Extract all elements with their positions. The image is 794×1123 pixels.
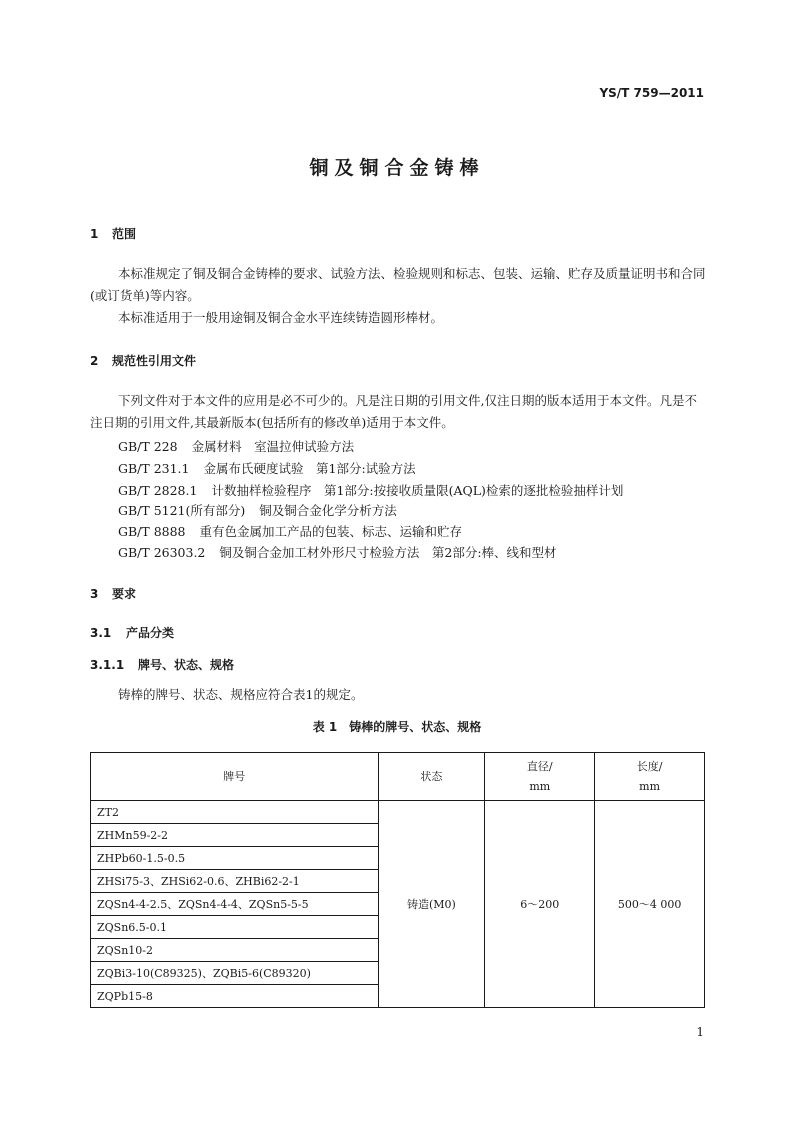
- grade-cell: ZQBi3-10(C89325)、ZQBi5-6(C89320): [91, 962, 379, 985]
- reference-item: [118, 543, 557, 561]
- table-header-row: [91, 753, 705, 801]
- column-header-length-unit: mm: [639, 779, 661, 793]
- section-1-paragraph-1: 本标准规定了铜及铜合金铸棒的要求、试验方法、检验规则和标志、包装、运输、贮存及质量证明书和合同(或订货单)等内容。: [90, 266, 706, 303]
- subsection-3-1-heading: [90, 624, 174, 641]
- subsection-number: 3.1.1: [90, 658, 125, 672]
- reference-title: 金属材料 室温拉伸试验方法: [191, 439, 355, 454]
- page-number: 1: [696, 1025, 704, 1039]
- standard-number: YS/T 759—2011: [599, 86, 704, 100]
- grade-cell: ZHPb60-1.5-0.5: [91, 847, 379, 870]
- section-title: 要求: [112, 587, 137, 601]
- grade-cell: ZQPb15-8: [91, 985, 379, 1008]
- section-1-heading: [90, 225, 136, 242]
- section-1-paragraph-2: 本标准适用于一般用途铜及铜合金水平连续铸造圆形棒材。: [118, 310, 444, 325]
- grade-state-spec-table: [90, 752, 705, 1008]
- reference-item: [118, 459, 416, 477]
- column-header-state: 状态: [378, 753, 485, 801]
- reference-title: 金属布氏硬度试验 第1部分:试验方法: [203, 461, 416, 476]
- reference-title: 铜及铜合金加工材外形尺寸检验方法 第2部分:棒、线和型材: [219, 545, 557, 560]
- grade-cell: ZQSn6.5-0.1: [91, 916, 379, 939]
- reference-code: GB/T 2828.1: [118, 483, 198, 498]
- diameter-cell: 6～200: [485, 801, 595, 1008]
- section-title: 范围: [112, 227, 137, 241]
- reference-title: 铜及铜合金化学分析方法: [259, 503, 397, 518]
- grade-cell: ZHSi75-3、ZHSi62-0.6、ZHBi62-2-1: [91, 870, 379, 893]
- column-header-diameter-unit: mm: [529, 779, 551, 793]
- reference-item: [118, 437, 354, 455]
- table-caption-number: 表 1: [312, 720, 338, 734]
- table-caption: [0, 718, 794, 735]
- table-caption-title: 铸棒的牌号、状态、规格: [349, 720, 482, 734]
- table-row: [91, 801, 705, 824]
- reference-title: 计数抽样检验程序 第1部分:按接收质量限(AQL)检索的逐批检验抽样计划: [211, 483, 624, 498]
- column-header-length: [595, 753, 705, 801]
- reference-code: GB/T 231.1: [118, 461, 190, 476]
- section-2-intro: 下列文件对于本文件的应用是必不可少的。凡是注日期的引用文件,仅注日期的版本适用于本文件。凡是不注日期的引用文件,其最新版本(包括所有的修改单)适用于本文件。: [90, 393, 697, 430]
- section-3-heading: [90, 585, 136, 602]
- column-header-length-label: 长度/: [636, 759, 663, 773]
- reference-code: GB/T 228: [118, 439, 178, 454]
- reference-title: 重有色金属加工产品的包装、标志、运输和贮存: [199, 524, 463, 539]
- subsection-number: 3.1: [90, 626, 112, 640]
- column-header-grade: 牌号: [91, 753, 379, 801]
- section-number: 1: [90, 227, 99, 241]
- subsection-title: 牌号、状态、规格: [138, 658, 235, 672]
- grade-cell: ZT2: [91, 801, 379, 824]
- reference-item: [118, 481, 623, 499]
- length-cell: 500～4 000: [595, 801, 705, 1008]
- section-title: 规范性引用文件: [112, 354, 197, 368]
- grade-cell: ZQSn4-4-2.5、ZQSn4-4-4、ZQSn5-5-5: [91, 893, 379, 916]
- section-number: 3: [90, 587, 99, 601]
- reference-code: GB/T 26303.2: [118, 545, 206, 560]
- column-header-diameter: [485, 753, 595, 801]
- subsection-title: 产品分类: [126, 626, 175, 640]
- column-header-diameter-label: 直径/: [526, 759, 553, 773]
- document-title: 铜及铜合金铸棒: [309, 157, 485, 179]
- section-2-heading: [90, 352, 196, 369]
- reference-code: GB/T 8888: [118, 524, 186, 539]
- reference-item: [118, 501, 397, 519]
- subsection-3-1-1-heading: [90, 656, 234, 673]
- reference-code: GB/T 5121(所有部分): [118, 503, 246, 518]
- reference-item: [118, 522, 462, 540]
- section-3-paragraph: 铸棒的牌号、状态、规格应符合表1的规定。: [118, 687, 364, 702]
- section-number: 2: [90, 354, 99, 368]
- grade-cell: ZHMn59-2-2: [91, 824, 379, 847]
- state-cell: 铸造(M0): [378, 801, 485, 1008]
- grade-cell: ZQSn10-2: [91, 939, 379, 962]
